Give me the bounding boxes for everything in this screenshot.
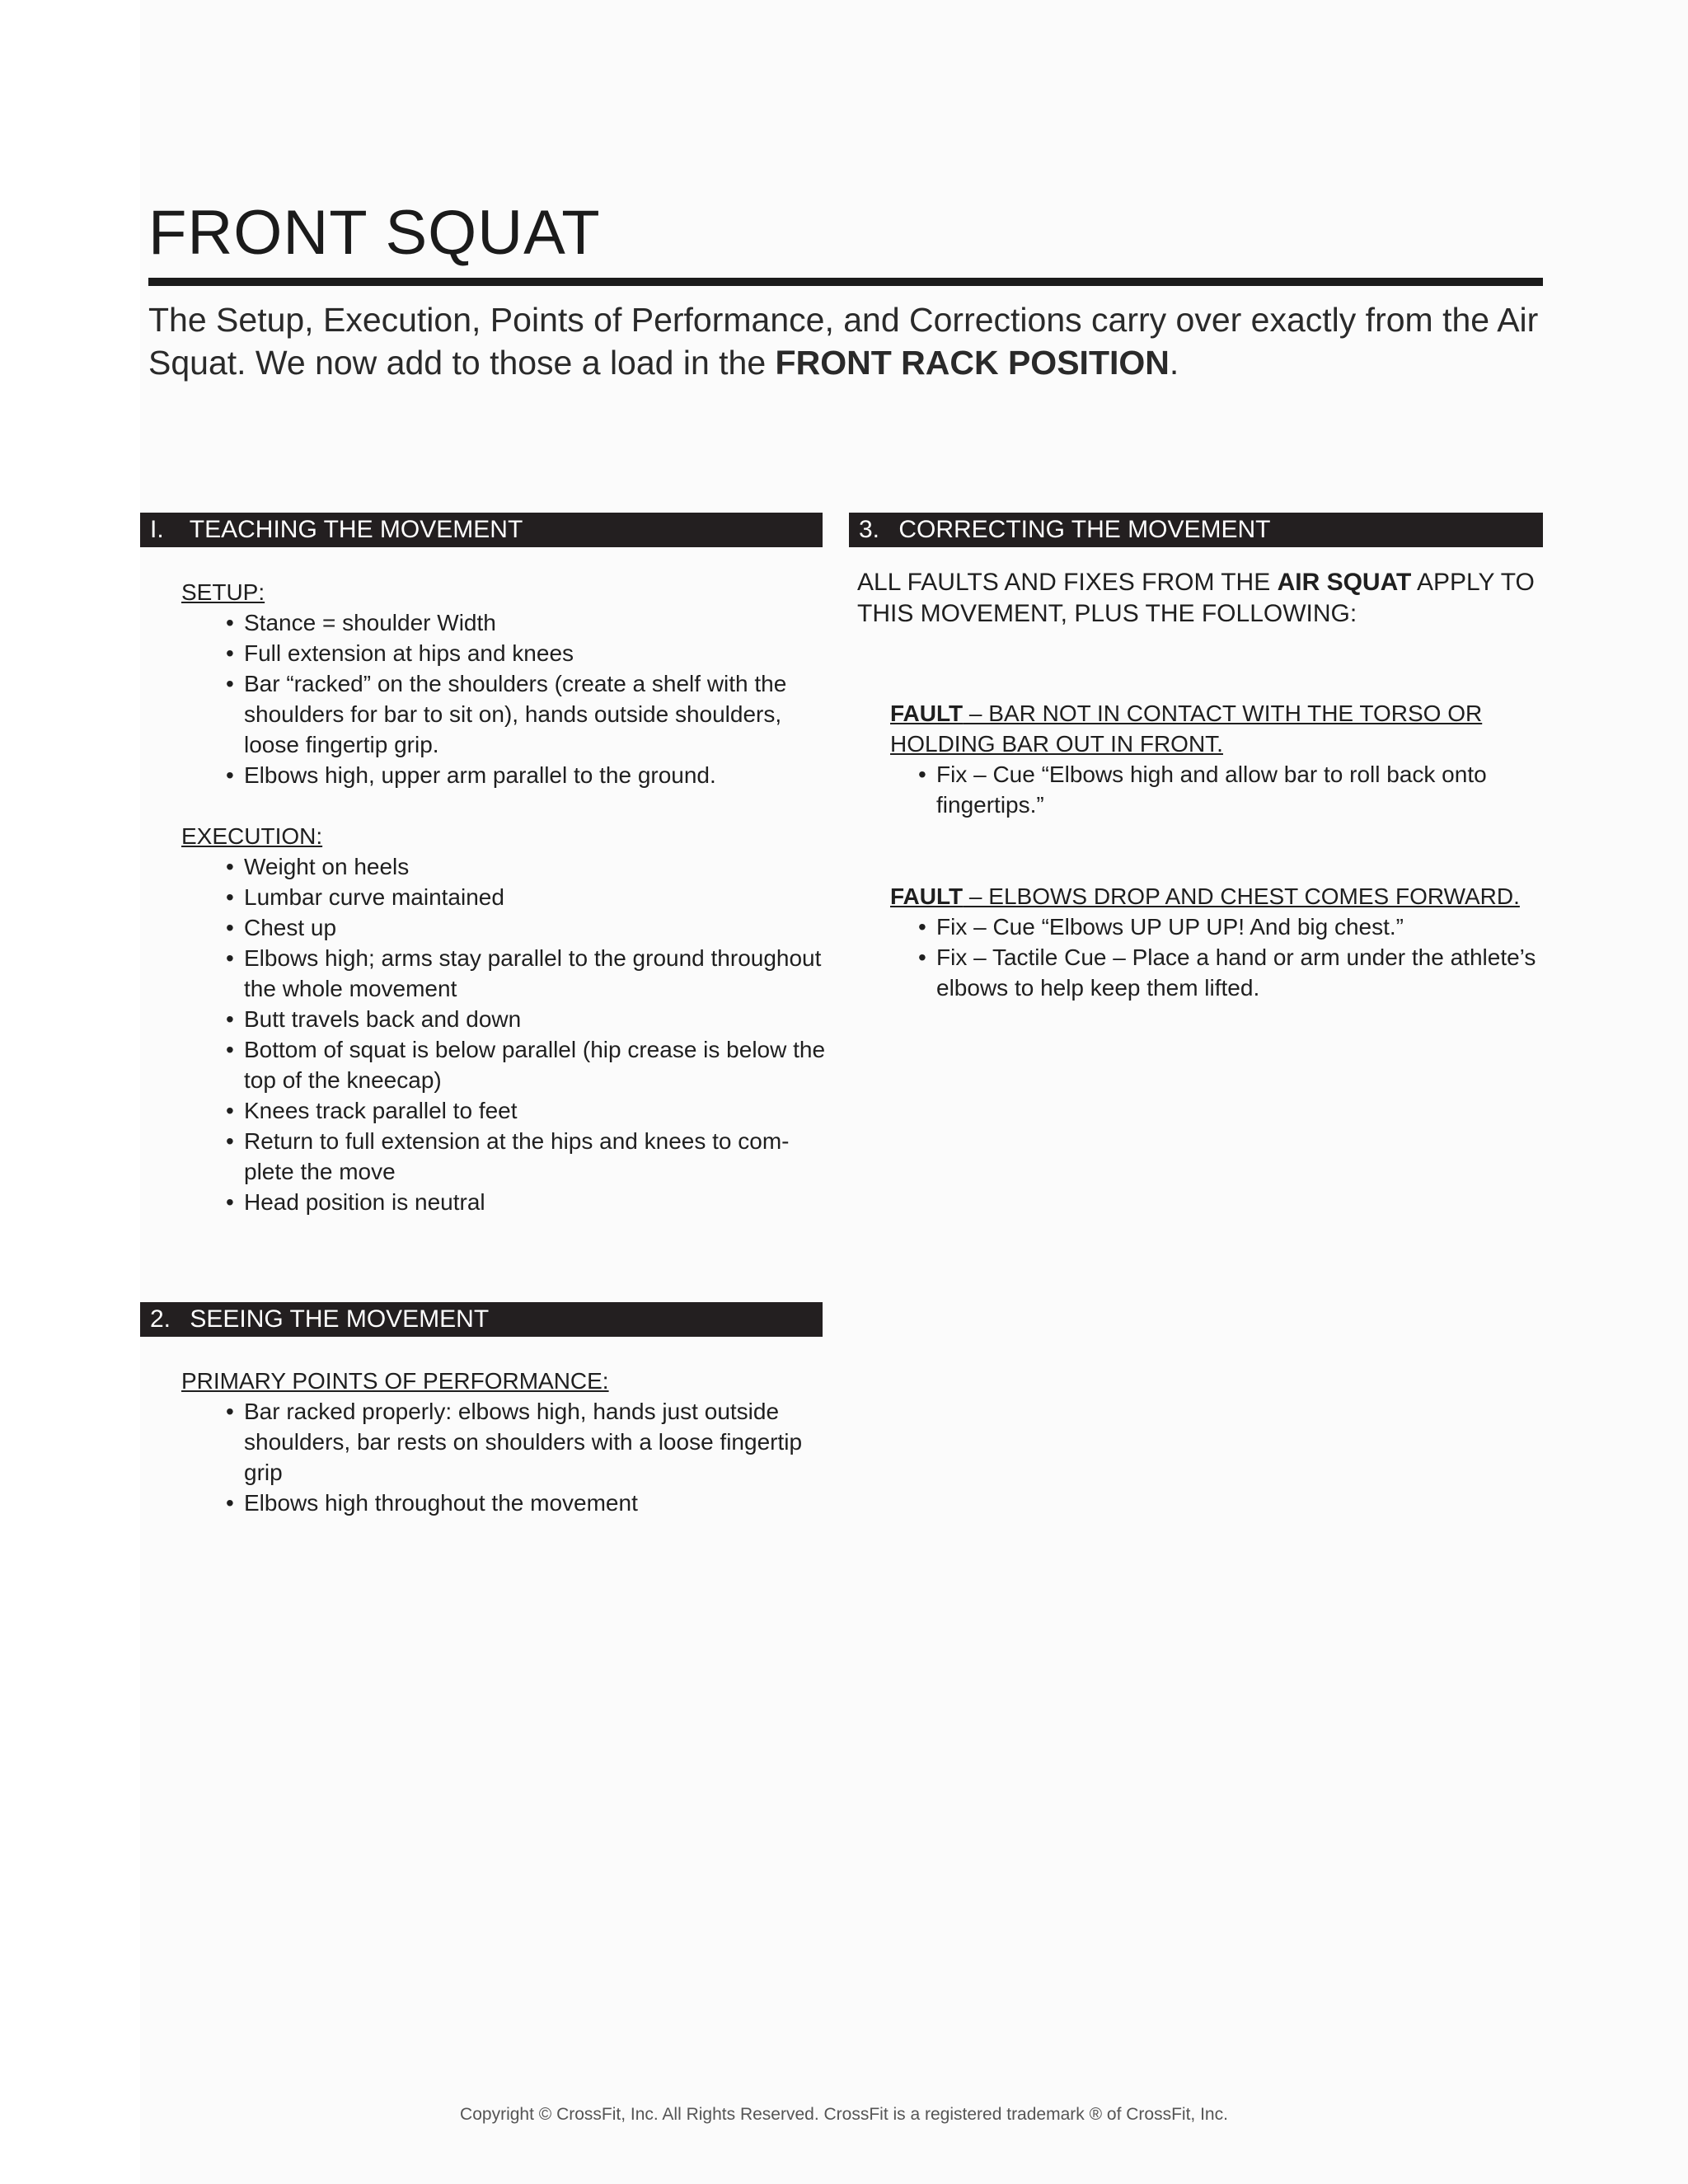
corrections-intro-bold: AIR SQUAT [1277,569,1412,596]
section-1-header [140,513,823,547]
section-2-number: 2. [150,1305,171,1333]
list-item: • Bar racked properly: elbows high, hands just outside shoulders, bar rests on shoulders with a loose fingertip grip [226,1396,832,1488]
copyright-footer: Copyright © CrossFit, Inc. All Rights Reserved. CrossFit is a registered trademark ® of CrossFit, Inc. [460,2105,1228,2124]
section-2-body [181,1366,832,1518]
section-3-body [857,567,1541,1003]
primary-points-list [181,1396,832,1518]
list-item: • Elbows high, upper arm parallel to the ground. [226,760,832,790]
list-item: • Fix – Tactile Cue – Place a hand or arm under the athlete’s elbows to help keep them lifted. [918,942,1541,1003]
corrections-intro [857,567,1541,630]
list-item: • Head position is neutral [226,1187,832,1217]
section-2-header [140,1302,823,1337]
list-item: • Weight on heels [226,851,832,882]
spacer [857,820,1541,881]
corrections-intro-pre: ALL FAULTS AND FIXES FROM THE [857,569,1278,596]
setup-label: SETUP: [181,579,265,605]
intro-emphasis: FRONT RACK POSITION [775,344,1170,382]
spacer [857,630,1541,698]
intro-end: . [1169,344,1179,382]
list-item: • Bottom of squat is below parallel (hip crease is below the top of the kneecap) [226,1034,832,1095]
fault-1-label: FAULT [890,701,964,726]
section-2-heading: SEEING THE MOVEMENT [190,1305,490,1333]
setup-list [181,607,832,790]
execution-label: EXECUTION: [181,823,323,849]
fault-2-text: – ELBOWS DROP AND CHEST COMES FORWARD. [963,883,1520,909]
intro-paragraph [148,298,1550,384]
fault-1-title [857,698,1541,759]
section-3-number: 3. [859,516,880,543]
fault-2-label: FAULT [890,883,964,909]
list-item: • Chest up [226,912,832,943]
list-item: • Fix – Cue “Elbows UP UP UP! And big chest.” [918,912,1541,942]
fault-2-title [857,881,1541,912]
section-3-heading: CORRECTING THE MOVEMENT [898,516,1271,543]
list-item: • Return to full extension at the hips and knees to com-plete the move [226,1126,832,1187]
list-item: • Elbows high; arms stay parallel to the ground throughout the whole movement [226,943,832,1004]
list-item: • Butt travels back and down [226,1004,832,1034]
list-item: • Fix – Cue “Elbows high and allow bar to roll back onto fingertips.” [918,759,1541,820]
list-item: • Full extension at hips and knees [226,638,832,668]
page-title: FRONT SQUAT [148,198,601,268]
spacer [181,790,832,821]
corrections-intro-post: APPLY TO THIS MOVEMENT, PLUS THE FOLLOWING: [857,569,1535,627]
list-item: • Elbows high throughout the movement [226,1488,832,1518]
section-3-header [849,513,1543,547]
primary-points-label: PRIMARY POINTS OF PERFORMANCE: [181,1368,609,1394]
list-item: • Knees track parallel to feet [226,1095,832,1126]
section-1-number: I. [150,516,164,543]
section-1-body [181,577,832,1217]
title-rule [148,278,1543,286]
execution-list [181,851,832,1217]
list-item: • Bar “racked” on the shoulders (create a shelf with the shoulders for bar to sit on), hands outside shoulders, loose fingertip grip. [226,668,832,760]
intro-text: The Setup, Execution, Points of Performance, and Corrections carry over exactly from the Air Squat. We now add to those a load in the [148,301,1539,382]
list-item: • Lumbar curve maintained [226,882,832,912]
fault-1-text: – BAR NOT IN CONTACT WITH THE TORSO OR HOLDING BAR OUT IN FRONT. [890,701,1483,757]
section-1-heading: TEACHING THE MOVEMENT [189,516,523,543]
fault-1-fixes [857,759,1541,820]
list-item: • Stance = shoulder Width [226,607,832,638]
fault-2-fixes [857,912,1541,1003]
